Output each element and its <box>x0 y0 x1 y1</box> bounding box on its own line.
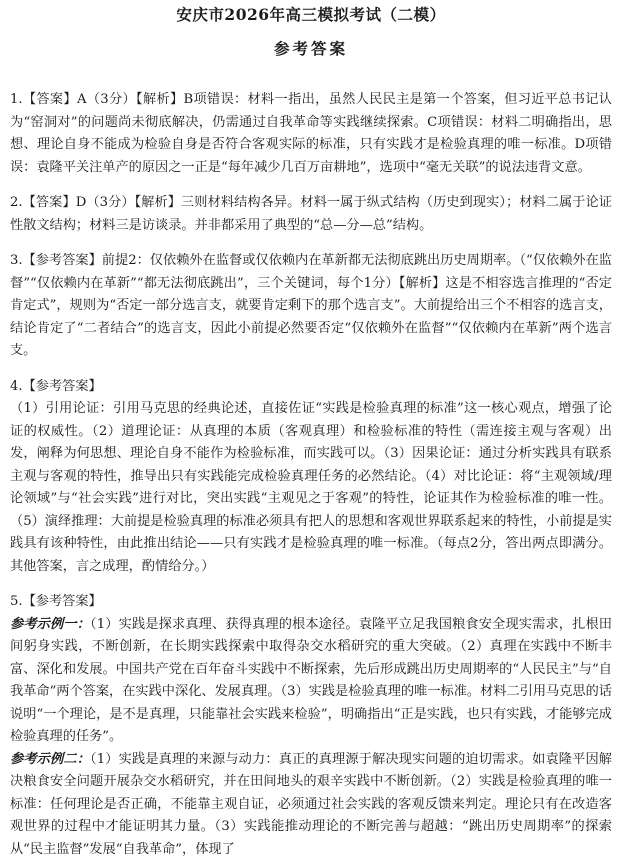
answer-5 <box>10 591 612 861</box>
answer-2 <box>10 192 612 237</box>
answer-5-heading: 5.【参考答案】 <box>10 591 612 614</box>
answer-1-text: 1.【答案】A（3分）【解析】B项错误：材料一指出，虽然人民民主是第一个答案，但习近平总书记认为“窑洞对”的问题尚未彻底解决，仍需通过自我革命等实践继续探索。C项错误：材料二明确指出，思想、理论自身不能成为检验自身是否符合客观实际的标准，只有实践才是检验真理的唯一标准。D项错误：袁隆平关注单产的原因之一正是“每年减少几百万亩耕地”，选项中“毫无关联”的说法违背文意。 <box>10 89 612 179</box>
example-1-text: （1）实践是探求真理、获得真理的根本途径。袁隆平立足我国粮食安全现实需求，扎根田间躬身实践，不断创新，在长期实践探索中取得杂交水稻研究的重大突破。（2）真理在实践中不断丰富、深化和发展。中国共产党在百年奋斗实践中不断探索，先后形成跳出历史周期率的“人民民主”与“自我革命”两个答案，在实践中深化、发展真理。（3）实践是检验真理的唯一标准。材料二引用马克思的话说明“一个理论，是不是真理，只能靠社会实践来检验”，明确指出“正是实践，也只有实践，才能够完成检验真理的任务”。 <box>10 617 612 745</box>
answer-2-text: 2.【答案】D（3分）【解析】三则材料结构各异。材料一属于纵式结构（历史到现实）；材料二属于论证性散文结构；材料三是访谈录。并非都采用了典型的“总—分—总”结构。 <box>10 192 612 237</box>
answer-3 <box>10 250 612 363</box>
example-2-label: 参考示例二： <box>10 752 90 767</box>
answer-key-heading: 参考答案 <box>10 38 612 60</box>
example-2-text: （1）实践是真理的来源与动力：真正的真理源于解决现实问题的迫切需求。如袁隆平因解决粮食安全问题开展杂交水稻研究，并在田间地头的艰辛实践中不断创新。（2）实践是检验真理的唯一标准：任何理论是否正确，不能靠主观自证，必须通过社会实践的客观反馈来判定。理论只有在改造客观世界的过程中才能证明其力量。（3）实践能推动理论的不断完善与超越：“跳出历史周期率”的探索从“民主监督”发展“自我革命”，体现了 <box>10 752 612 857</box>
answer-3-text: 3.【参考答案】前提2：仅依赖外在监督或仅依赖内在革新都无法彻底跳出历史周期率。（“仅依赖外在监督”“仅依赖内在革新”“都无法彻底跳出”，三个关键词，每个1分）【解析】这是不相容选言推理的“否定肯定式”，规则为“否定一部分选言支，就要肯定剩下的那个选言支”。大前提给出三个不相容的选言支，结论肯定了“二者结合”的选言支，因此小前提必然要否定“仅依赖外在监督”“仅依赖内在革新”两个选言支。 <box>10 250 612 363</box>
example-1-label: 参考示例一： <box>10 617 90 632</box>
answer-4-text: （1）引用论证：引用马克思的经典论述，直接佐证“实践是检验真理的标准”这一核心观点，增强了论证的权威性。（2）道理论证：从真理的本质（客观真理）和检验标准的特性（需连接主观与客观）出发，阐释为何思想、理论自身不能作为检验标准，而实践可以。（3）因果论证：通过分析实践具有联系主观与客观的特性，推导出只有实践能完成检验真理任务的必然结论。（4）对比论证：将“主观领域/理论领域”与“社会实践”进行对比，突出实践“主观见之于客观”的特性，论证其作为检验标准的唯一性。（5）演绎推理：大前提是检验真理的标准必须具有把人的思想和客观世界联系起来的特性，小前提是实践具有该种特性，由此推出结论——只有实践才是检验真理的唯一标准。（每点2分，答出两点即满分。其他答案，言之成理，酌情给分。） <box>10 398 612 578</box>
answer-5-example-1 <box>10 614 612 749</box>
answer-1 <box>10 89 612 179</box>
exam-title: 安庆市2026年高三模拟考试（二模） <box>10 4 612 26</box>
answer-5-example-2 <box>10 749 612 861</box>
answer-4-heading: 4.【参考答案】 <box>10 376 612 399</box>
answer-4 <box>10 376 612 579</box>
